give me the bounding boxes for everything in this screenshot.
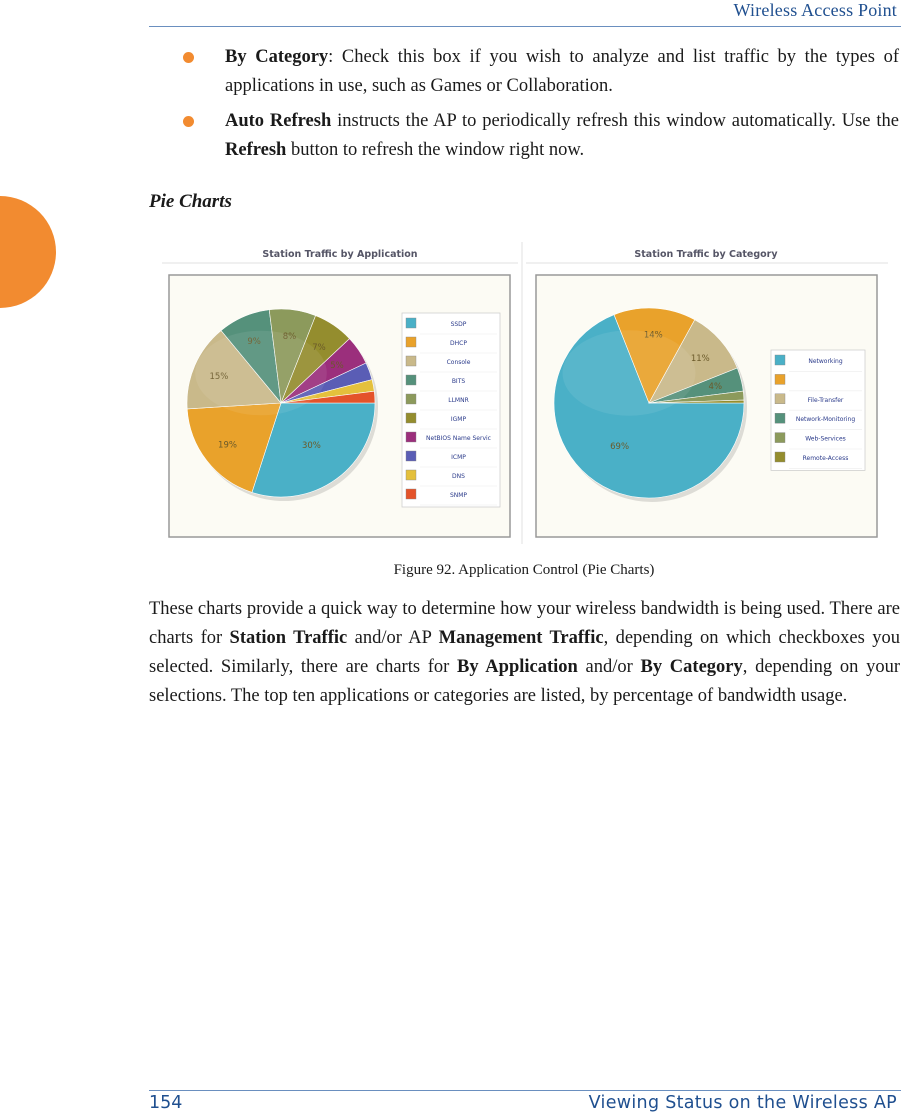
legend-label: DHCP <box>450 340 467 347</box>
legend-swatch <box>406 337 416 347</box>
pie-slice-label: 69% <box>610 442 630 453</box>
pie-slice-label: 15% <box>209 372 229 383</box>
bullet-text: : Check this box if you wish to analyze and list traffic by the types of applications in use, such as Games or Collaboration. <box>225 47 899 96</box>
pie-slice-label: 8% <box>282 331 297 342</box>
legend-swatch <box>406 318 416 328</box>
chapter-side-tab <box>0 196 56 308</box>
legend-swatch <box>406 413 416 423</box>
legend-swatch <box>406 451 416 461</box>
legend-label: BITS <box>451 378 466 385</box>
legend-label: Networking <box>808 358 843 365</box>
legend-category <box>771 350 865 470</box>
legend-label: SNMP <box>449 492 468 499</box>
pie-slice-label: 4% <box>708 382 723 392</box>
legend-swatch <box>406 394 416 404</box>
legend-label: SSDP <box>450 321 467 328</box>
legend-swatch <box>775 394 785 404</box>
pie-slice-label: 19% <box>218 440 237 451</box>
chart-title-category: Station Traffic by Category <box>634 249 778 260</box>
legend-swatch <box>406 356 416 366</box>
pie-charts-figure <box>162 242 888 544</box>
legend-label: ICMP <box>451 454 466 461</box>
pie-slice-label: 9% <box>247 336 261 347</box>
legend-swatch <box>406 375 416 385</box>
legend-label: IGMP <box>450 416 467 423</box>
legend-swatch <box>775 374 785 384</box>
bullet-dot <box>183 52 194 63</box>
legend-label: Remote-Access <box>802 455 849 462</box>
legend-application <box>402 313 500 507</box>
bullet-term: Auto Refresh <box>225 111 332 131</box>
bullet-by-category <box>149 43 899 101</box>
bullet-auto-refresh <box>149 107 899 165</box>
bullet-text: button to refresh the window right now. <box>286 140 585 160</box>
legend-label: Network-Monitoring <box>795 416 856 424</box>
legend-label: Console <box>446 359 471 366</box>
pie-slice-label: 7% <box>312 343 326 353</box>
pie-slice-label: 11% <box>690 353 710 364</box>
legend-label: NetBIOS Name Servic <box>426 435 491 442</box>
pie-slice-label: 14% <box>643 330 663 341</box>
figure-caption: Figure 92. Application Control (Pie Charts) <box>393 562 655 578</box>
legend-label: DNS <box>452 473 465 480</box>
running-header-title: Wireless Access Point <box>733 0 897 20</box>
pie-charts-svg <box>162 242 888 544</box>
legend-swatch <box>775 413 785 423</box>
footer-rule <box>149 1090 901 1091</box>
legend-swatch <box>775 355 785 365</box>
footer-section-title: Viewing Status on the Wireless AP <box>588 1093 897 1113</box>
legend-label: File-Transfer <box>807 396 844 404</box>
bullet-list <box>149 43 899 171</box>
legend-swatch <box>406 470 416 480</box>
chart-title-application: Station Traffic by Application <box>262 249 418 260</box>
legend-swatch <box>406 432 416 442</box>
bullet-term: By Category <box>225 47 329 67</box>
section-title: Pie Charts <box>149 191 232 212</box>
page-number: 154 <box>149 1093 183 1113</box>
bullet-text: instructs the AP to periodically refresh this window automatically. Use the <box>331 111 899 131</box>
legend-swatch <box>775 433 785 443</box>
legend-swatch <box>775 452 785 462</box>
bullet-term-refresh: Refresh <box>225 140 287 160</box>
pie-slice-label: 5% <box>330 361 344 371</box>
legend-swatch <box>406 489 416 499</box>
body-paragraph: These charts provide a quick way to determine how your wireless bandwidth is being used. There are charts for Station Traffic and/or AP Management Traffic, depending on which checkboxes you selected. Similarly, there are charts for By Application and/or By Category, depending on your selections. The top ten applications or categories are listed, by percentage of bandwidth usage. <box>149 599 900 706</box>
legend-label: LLMNR <box>448 397 469 404</box>
pie-slice-label: 30% <box>301 440 321 451</box>
header-rule <box>149 26 901 27</box>
bullet-dot <box>183 116 194 127</box>
legend-label: Web-Services <box>805 435 846 443</box>
